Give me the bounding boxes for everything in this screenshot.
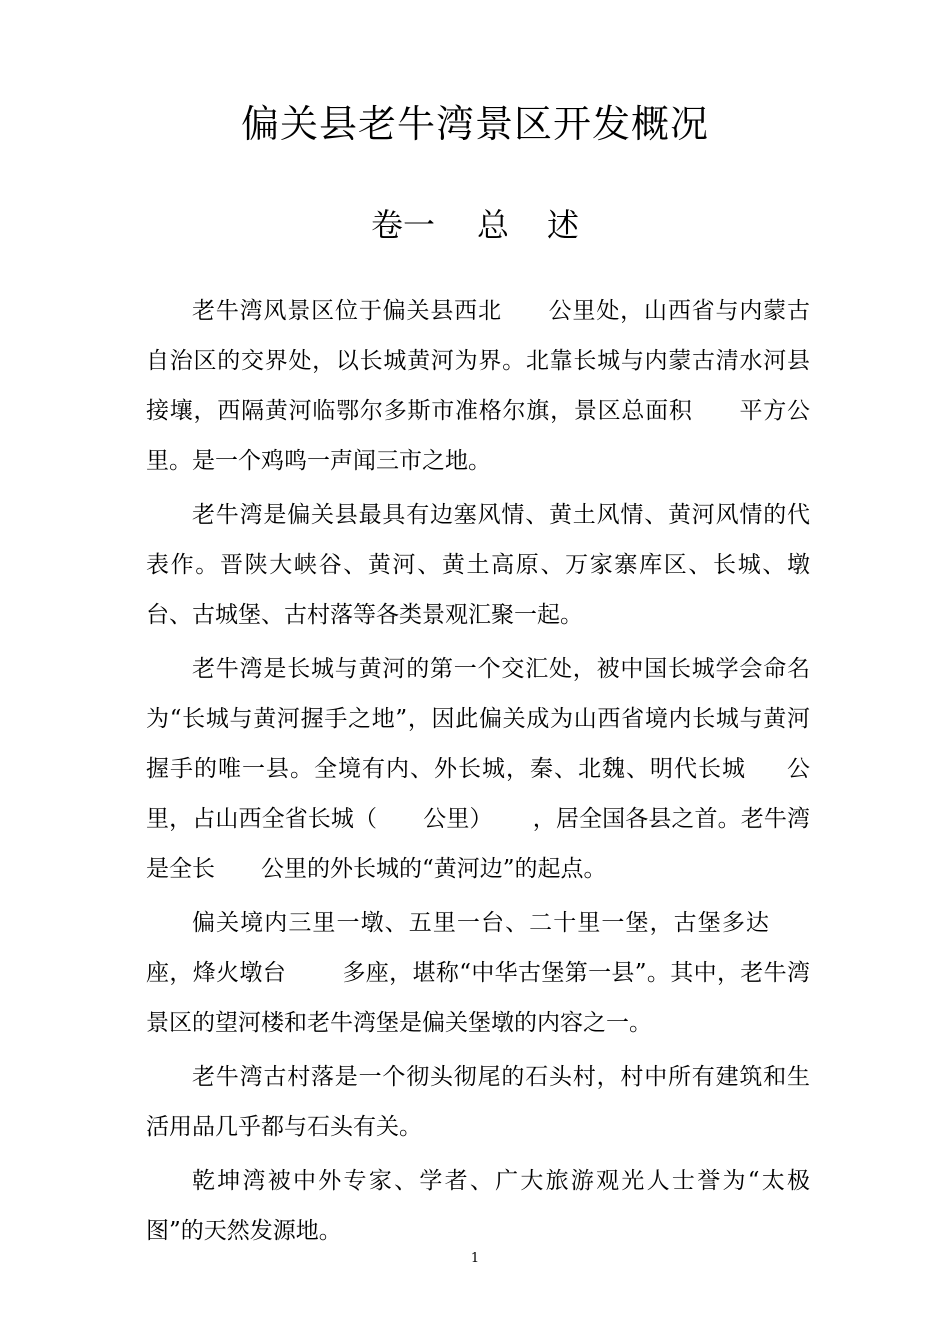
paragraph-stone-village [146,1052,810,1152]
number-blank [693,395,739,418]
page-number: 1 [470,1251,480,1266]
number-blank [215,853,261,876]
number-blank [770,907,810,930]
paragraph-text: 公里） [423,806,493,832]
paragraph-text: 公里处，山西省与内蒙古自治区的交界处，以长城黄河为界。北靠长城与内蒙古清水河县接壤，西隔黄河临鄂尔多斯市准格尔旗，景区总面积 [146,298,811,424]
section-heading-char1: 总 [476,206,509,244]
section-heading-char2: 述 [547,206,580,244]
paragraph-text: 乾坤湾被中外专家、学者、广大旅游观光人士誉为“太极图”的天然发源地。 [146,1168,810,1244]
paragraph-text: 平方公里。是一个鸡鸣一声闻三市之地。 [146,398,811,474]
number-blank [286,957,342,980]
paragraph-text: ，居全国各县之首。老牛湾是全长 [146,806,811,882]
number-blank [502,295,548,318]
paragraph-text: 公里，占山西全省长城（ [146,756,810,832]
paragraph-text: 公里的外长城的“黄河边”的起点。 [261,856,607,882]
number-blank [746,753,786,776]
paragraph-text: 老牛湾是偏关县最具有边塞风情、黄土风情、黄河风情的代表作。晋陕大峡谷、黄河、黄土高原、万家寨库区、长城、墩台、古城堡、古村落等各类景观汇聚一起。 [146,502,810,628]
number-blank [377,803,423,826]
paragraph-text: 多座，堪称“中华古堡第一县”。其中，老牛湾景区的望河楼和老牛湾堡是偏关堡墩的内容之一。 [146,960,810,1036]
paragraph-great-wall [146,644,810,894]
paragraph-text: 老牛湾风景区位于偏关县西北 [192,298,502,324]
document-title: 偏关县老牛湾景区开发概况 [240,102,709,146]
number-blank [493,803,533,826]
section-heading-volume: 卷一 [370,206,435,244]
document-body [146,286,810,1256]
paragraph-text: 座，烽火墩台 [146,960,287,986]
paragraph-text: 老牛湾是长城与黄河的第一个交汇处，被中国长城学会命名为“长城与黄河握手之地”，因此偏关成为山西省境内长城与黄河握手的唯一县。全境有内、外长城，秦、北魏、明代长城 [146,656,810,782]
section-heading [0,201,950,249]
paragraph-text: 偏关境内三里一墩、五里一台、二十里一堡，古堡多达 [192,910,770,936]
paragraph-features [146,490,810,640]
paragraph-forts [146,898,810,1048]
paragraph-location [146,286,810,486]
paragraph-qiankun-bay [146,1156,810,1256]
paragraph-text: 老牛湾古村落是一个彻头彻尾的石头村，村中所有建筑和生活用品几乎都与石头有关。 [146,1064,810,1140]
